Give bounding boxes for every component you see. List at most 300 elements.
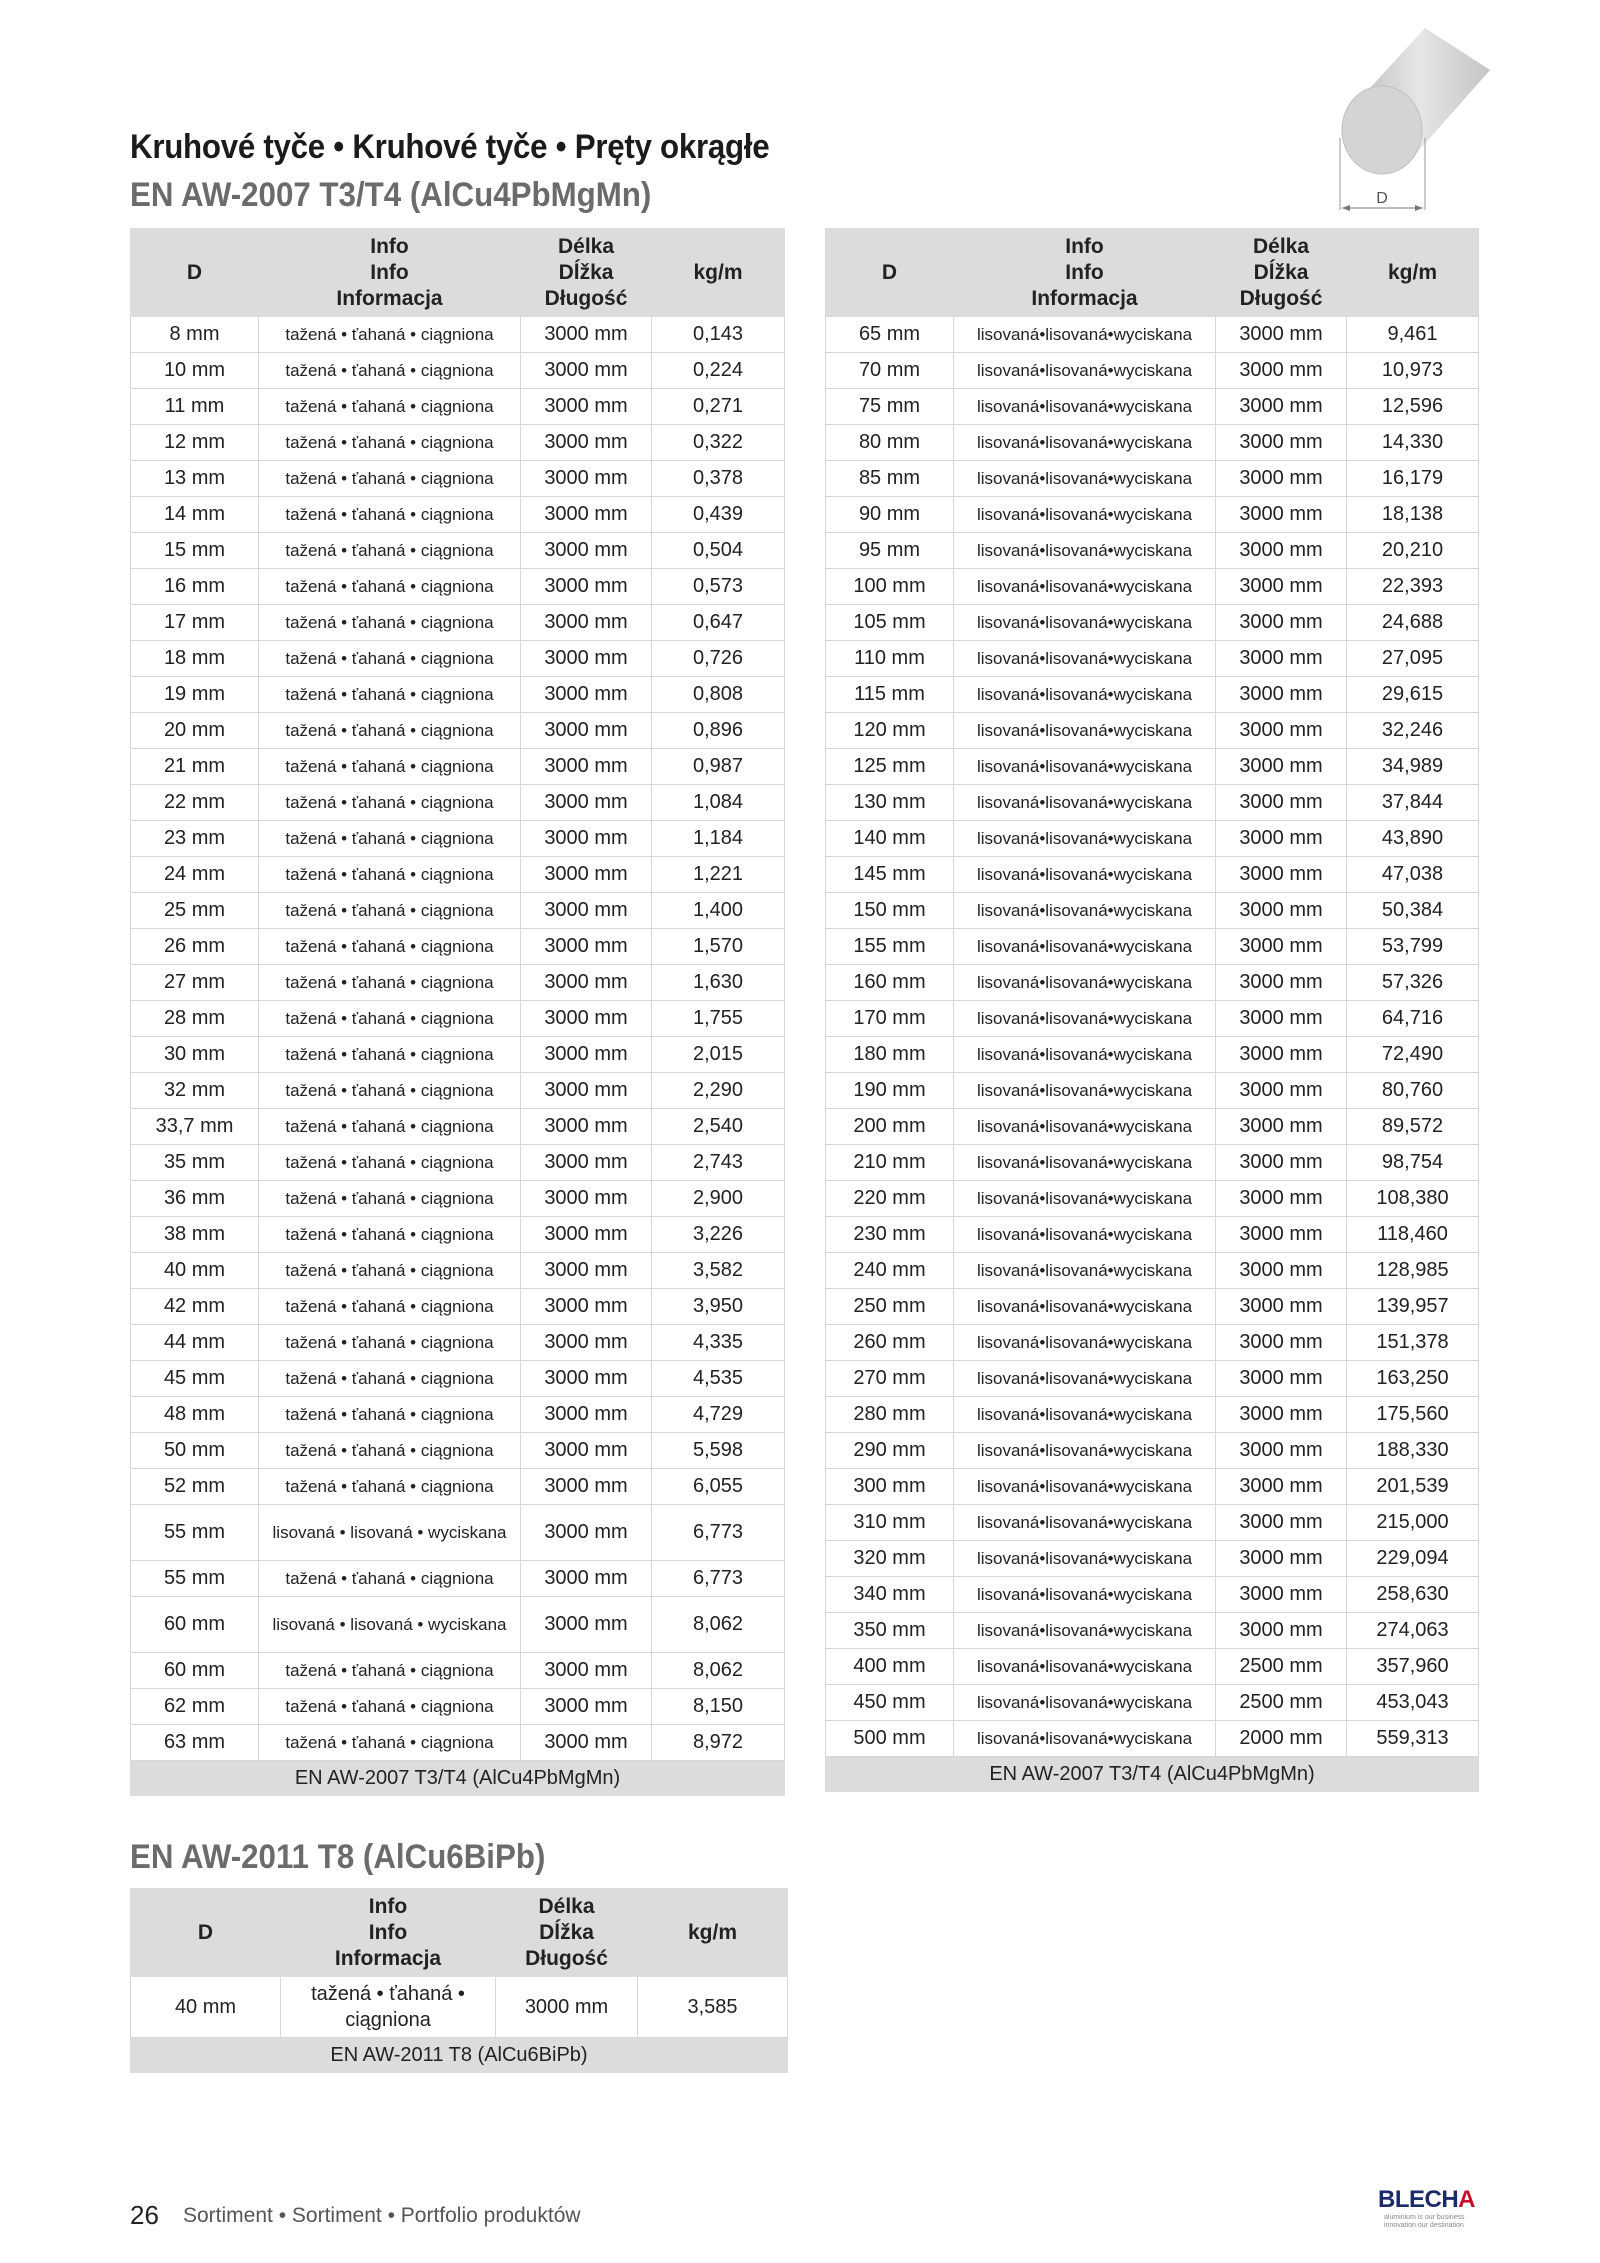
table-row — [131, 1325, 785, 1361]
table-row — [826, 1613, 1479, 1649]
cell-length: 3000 mm — [521, 353, 652, 389]
cell-info: tažená • ťahaná • ciągniona — [259, 1145, 521, 1181]
cell-length: 3000 mm — [521, 1325, 652, 1361]
cell-length: 3000 mm — [521, 1037, 652, 1073]
cell-diameter: 55 mm — [131, 1505, 259, 1561]
table-row — [826, 677, 1479, 713]
cell-info: lisovaná•lisovaná•wyciskana — [954, 425, 1216, 461]
cell-length: 3000 mm — [1216, 1253, 1347, 1289]
cell-length: 3000 mm — [521, 641, 652, 677]
cell-kg-per-m: 9,461 — [1347, 317, 1479, 353]
cell-diameter: 120 mm — [826, 713, 954, 749]
cell-info: tažená • ťahaná • ciągniona — [259, 1001, 521, 1037]
table-row — [131, 1289, 785, 1325]
table-row — [131, 605, 785, 641]
cell-diameter: 19 mm — [131, 677, 259, 713]
table-row — [131, 893, 785, 929]
cell-length: 3000 mm — [1216, 677, 1347, 713]
table-row — [131, 821, 785, 857]
cell-kg-per-m: 0,987 — [652, 749, 785, 785]
cell-kg-per-m: 453,043 — [1347, 1685, 1479, 1721]
cell-info: lisovaná•lisovaná•wyciskana — [954, 1505, 1216, 1541]
table-row — [826, 1469, 1479, 1505]
table-row — [826, 569, 1479, 605]
table-row — [131, 929, 785, 965]
cell-info: tažená • ťahaná • ciągniona — [259, 317, 521, 353]
cell-info: lisovaná•lisovaná•wyciskana — [954, 821, 1216, 857]
cell-diameter: 10 mm — [131, 353, 259, 389]
cell-length: 3000 mm — [521, 1689, 652, 1725]
table-row — [131, 1597, 785, 1653]
cell-length: 3000 mm — [521, 605, 652, 641]
table-row — [826, 1037, 1479, 1073]
cell-info: lisovaná•lisovaná•wyciskana — [954, 1001, 1216, 1037]
cell-kg-per-m: 0,647 — [652, 605, 785, 641]
cell-kg-per-m: 3,226 — [652, 1217, 785, 1253]
table-row — [131, 641, 785, 677]
cell-kg-per-m: 8,972 — [652, 1725, 785, 1761]
table-row — [131, 965, 785, 1001]
cell-kg-per-m: 0,726 — [652, 641, 785, 677]
cell-diameter: 270 mm — [826, 1361, 954, 1397]
table-row — [131, 1653, 785, 1689]
cell-length: 3000 mm — [1216, 713, 1347, 749]
cell-length: 3000 mm — [521, 677, 652, 713]
cell-kg-per-m: 8,062 — [652, 1597, 785, 1653]
cell-info: lisovaná•lisovaná•wyciskana — [954, 1325, 1216, 1361]
table-row — [131, 1217, 785, 1253]
cell-info: lisovaná•lisovaná•wyciskana — [954, 1289, 1216, 1325]
cell-info: lisovaná•lisovaná•wyciskana — [954, 677, 1216, 713]
cell-length: 3000 mm — [1216, 749, 1347, 785]
cell-length: 3000 mm — [1216, 1541, 1347, 1577]
cell-length: 3000 mm — [1216, 785, 1347, 821]
cell-info: tažená • ťahaná • ciągniona — [259, 1561, 521, 1597]
cell-kg-per-m: 357,960 — [1347, 1649, 1479, 1685]
cell-diameter: 15 mm — [131, 533, 259, 569]
cell-diameter: 60 mm — [131, 1597, 259, 1653]
cell-info: tažená • ťahaná • ciągniona — [259, 1037, 521, 1073]
cell-info: lisovaná•lisovaná•wyciskana — [954, 893, 1216, 929]
cell-info: lisovaná • lisovaná • wyciskana — [259, 1597, 521, 1653]
cell-kg-per-m: 80,760 — [1347, 1073, 1479, 1109]
table-row — [131, 317, 785, 353]
table-row — [131, 1073, 785, 1109]
header-d: D — [131, 1889, 281, 1977]
cell-kg-per-m: 12,596 — [1347, 389, 1479, 425]
table-row — [826, 1253, 1479, 1289]
cell-info: lisovaná•lisovaná•wyciskana — [954, 1145, 1216, 1181]
cell-length: 3000 mm — [1216, 1001, 1347, 1037]
cell-length: 3000 mm — [1216, 533, 1347, 569]
cell-kg-per-m: 108,380 — [1347, 1181, 1479, 1217]
cell-info: tažená • ťahaná • ciągniona — [259, 965, 521, 1001]
cell-kg-per-m: 3,585 — [638, 1977, 788, 2038]
table-row — [826, 857, 1479, 893]
cell-diameter: 20 mm — [131, 713, 259, 749]
cell-diameter: 62 mm — [131, 1689, 259, 1725]
cell-length: 3000 mm — [521, 1505, 652, 1561]
cell-info: lisovaná•lisovaná•wyciskana — [954, 1649, 1216, 1685]
cell-diameter: 170 mm — [826, 1001, 954, 1037]
cell-length: 3000 mm — [521, 317, 652, 353]
cell-diameter: 28 mm — [131, 1001, 259, 1037]
cell-length: 3000 mm — [521, 569, 652, 605]
table-row — [131, 713, 785, 749]
cell-info: tažená • ťahaná • ciągniona — [259, 389, 521, 425]
cell-info: tažená • ťahaná • ciągniona — [259, 677, 521, 713]
cell-diameter: 48 mm — [131, 1397, 259, 1433]
cell-info: lisovaná•lisovaná•wyciskana — [954, 389, 1216, 425]
cell-kg-per-m: 3,582 — [652, 1253, 785, 1289]
cell-length: 3000 mm — [521, 425, 652, 461]
cell-diameter: 12 mm — [131, 425, 259, 461]
table-row — [131, 1469, 785, 1505]
table-row — [826, 1145, 1479, 1181]
cell-info: tažená • ťahaná • ciągniona — [259, 1325, 521, 1361]
cell-kg-per-m: 98,754 — [1347, 1145, 1479, 1181]
cell-info: tažená • ťahaná • ciągniona — [259, 893, 521, 929]
cell-diameter: 44 mm — [131, 1325, 259, 1361]
table-row — [131, 677, 785, 713]
table-row — [131, 425, 785, 461]
cell-info: lisovaná•lisovaná•wyciskana — [954, 1397, 1216, 1433]
cell-info: tažená • ťahaná • ciągniona — [259, 1653, 521, 1689]
cell-info: lisovaná•lisovaná•wyciskana — [954, 713, 1216, 749]
cell-length: 3000 mm — [521, 389, 652, 425]
table-row — [131, 749, 785, 785]
cell-length: 3000 mm — [1216, 1397, 1347, 1433]
cell-kg-per-m: 20,210 — [1347, 533, 1479, 569]
cell-info: tažená • ťahaná • ciągniona — [259, 461, 521, 497]
cell-kg-per-m: 1,221 — [652, 857, 785, 893]
cell-length: 3000 mm — [521, 497, 652, 533]
table-row — [131, 389, 785, 425]
cell-diameter: 22 mm — [131, 785, 259, 821]
cell-kg-per-m: 4,335 — [652, 1325, 785, 1361]
cell-diameter: 42 mm — [131, 1289, 259, 1325]
cell-info: tažená • ťahaná • ciągniona — [259, 1253, 521, 1289]
cell-diameter: 180 mm — [826, 1037, 954, 1073]
cell-diameter: 33,7 mm — [131, 1109, 259, 1145]
cell-kg-per-m: 0,504 — [652, 533, 785, 569]
table-row — [826, 929, 1479, 965]
cell-length: 3000 mm — [521, 857, 652, 893]
table-row — [826, 641, 1479, 677]
cell-info: tažená • ťahaná • ciągniona — [259, 1469, 521, 1505]
cell-length: 3000 mm — [521, 1145, 652, 1181]
cell-diameter: 115 mm — [826, 677, 954, 713]
cell-info: lisovaná•lisovaná•wyciskana — [954, 1685, 1216, 1721]
cell-kg-per-m: 139,957 — [1347, 1289, 1479, 1325]
cell-kg-per-m: 14,330 — [1347, 425, 1479, 461]
table-row — [826, 1001, 1479, 1037]
header-length: Délka Dĺžka Długość — [496, 1889, 638, 1977]
cell-kg-per-m: 37,844 — [1347, 785, 1479, 821]
cell-length: 3000 mm — [1216, 1109, 1347, 1145]
table-row — [131, 1433, 785, 1469]
cell-info: lisovaná • lisovaná • wyciskana — [259, 1505, 521, 1561]
cell-kg-per-m: 47,038 — [1347, 857, 1479, 893]
cell-kg-per-m: 29,615 — [1347, 677, 1479, 713]
table-row — [826, 389, 1479, 425]
cell-info: lisovaná•lisovaná•wyciskana — [954, 857, 1216, 893]
cell-info: tažená • ťahaná • ciągniona — [259, 605, 521, 641]
cell-kg-per-m: 89,572 — [1347, 1109, 1479, 1145]
cell-length: 3000 mm — [521, 1725, 652, 1761]
table-row — [826, 1433, 1479, 1469]
table-row — [826, 1577, 1479, 1613]
cell-kg-per-m: 5,598 — [652, 1433, 785, 1469]
table-row — [131, 1145, 785, 1181]
page-number: 26 — [130, 2200, 159, 2230]
cell-info: lisovaná•lisovaná•wyciskana — [954, 605, 1216, 641]
cell-length: 3000 mm — [1216, 317, 1347, 353]
header-length: Délka Dĺžka Długość — [1216, 229, 1347, 317]
cell-info: lisovaná•lisovaná•wyciskana — [954, 1073, 1216, 1109]
cell-kg-per-m: 6,055 — [652, 1469, 785, 1505]
cell-info: lisovaná•lisovaná•wyciskana — [954, 1541, 1216, 1577]
cell-kg-per-m: 16,179 — [1347, 461, 1479, 497]
cell-diameter: 8 mm — [131, 317, 259, 353]
cell-diameter: 32 mm — [131, 1073, 259, 1109]
cell-info: lisovaná•lisovaná•wyciskana — [954, 1253, 1216, 1289]
cell-kg-per-m: 0,573 — [652, 569, 785, 605]
header-kgm: kg/m — [1347, 229, 1479, 317]
cell-length: 3000 mm — [521, 1109, 652, 1145]
cell-diameter: 150 mm — [826, 893, 954, 929]
cell-kg-per-m: 8,150 — [652, 1689, 785, 1725]
cell-info: lisovaná•lisovaná•wyciskana — [954, 1181, 1216, 1217]
cell-length: 3000 mm — [521, 1001, 652, 1037]
cell-length: 3000 mm — [521, 1561, 652, 1597]
cell-length: 3000 mm — [521, 1289, 652, 1325]
cell-diameter: 155 mm — [826, 929, 954, 965]
cell-kg-per-m: 27,095 — [1347, 641, 1479, 677]
cell-length: 3000 mm — [1216, 1577, 1347, 1613]
cell-length: 3000 mm — [521, 929, 652, 965]
table-row — [826, 1721, 1479, 1757]
cell-kg-per-m: 229,094 — [1347, 1541, 1479, 1577]
spec-table-2011 — [130, 1888, 788, 2073]
cell-length: 3000 mm — [521, 1361, 652, 1397]
cell-diameter: 220 mm — [826, 1181, 954, 1217]
cell-length: 3000 mm — [521, 1073, 652, 1109]
cell-info: lisovaná•lisovaná•wyciskana — [954, 641, 1216, 677]
cell-kg-per-m: 6,773 — [652, 1561, 785, 1597]
cell-length: 3000 mm — [521, 1397, 652, 1433]
table-row — [826, 1217, 1479, 1253]
cell-diameter: 190 mm — [826, 1073, 954, 1109]
table-row — [826, 461, 1479, 497]
cell-length: 2500 mm — [1216, 1649, 1347, 1685]
round-bar-illustration — [1330, 20, 1490, 220]
rod-diameter-label: D — [1376, 190, 1388, 207]
cell-length: 3000 mm — [1216, 1361, 1347, 1397]
table-row — [826, 425, 1479, 461]
cell-kg-per-m: 32,246 — [1347, 713, 1479, 749]
cell-diameter: 500 mm — [826, 1721, 954, 1757]
cell-info: tažená • ťahaná • ciągniona — [259, 1433, 521, 1469]
cell-diameter: 125 mm — [826, 749, 954, 785]
table-row — [131, 1109, 785, 1145]
table-row — [826, 1685, 1479, 1721]
cell-info: tažená • ťahaná • ciągniona — [259, 353, 521, 389]
cell-length: 3000 mm — [521, 1653, 652, 1689]
cell-diameter: 100 mm — [826, 569, 954, 605]
cell-length: 3000 mm — [1216, 389, 1347, 425]
cell-info: lisovaná•lisovaná•wyciskana — [954, 929, 1216, 965]
cell-diameter: 40 mm — [131, 1977, 281, 2038]
cell-kg-per-m: 34,989 — [1347, 749, 1479, 785]
header-d: D — [826, 229, 954, 317]
cell-length: 3000 mm — [521, 821, 652, 857]
cell-kg-per-m: 2,900 — [652, 1181, 785, 1217]
cell-diameter: 250 mm — [826, 1289, 954, 1325]
cell-kg-per-m: 2,540 — [652, 1109, 785, 1145]
cell-info: lisovaná•lisovaná•wyciskana — [954, 785, 1216, 821]
cell-length: 3000 mm — [1216, 821, 1347, 857]
table-row — [826, 1325, 1479, 1361]
header-kgm: kg/m — [638, 1889, 788, 1977]
cell-diameter: 13 mm — [131, 461, 259, 497]
cell-length: 3000 mm — [1216, 353, 1347, 389]
table-row — [131, 1505, 785, 1561]
cell-kg-per-m: 2,015 — [652, 1037, 785, 1073]
cell-length: 3000 mm — [1216, 605, 1347, 641]
cell-diameter: 50 mm — [131, 1433, 259, 1469]
cell-diameter: 63 mm — [131, 1725, 259, 1761]
spec-table-2007-left — [130, 228, 785, 1796]
cell-kg-per-m: 4,729 — [652, 1397, 785, 1433]
cell-diameter: 18 mm — [131, 641, 259, 677]
cell-length: 3000 mm — [1216, 497, 1347, 533]
cell-kg-per-m: 24,688 — [1347, 605, 1479, 641]
cell-length: 3000 mm — [1216, 1073, 1347, 1109]
table-row — [131, 1689, 785, 1725]
cell-info: tažená • ťahaná • ciągniona — [259, 569, 521, 605]
cell-kg-per-m: 0,322 — [652, 425, 785, 461]
cell-info: lisovaná•lisovaná•wyciskana — [954, 1577, 1216, 1613]
table-row — [826, 1289, 1479, 1325]
cell-diameter: 160 mm — [826, 965, 954, 1001]
cell-diameter: 230 mm — [826, 1217, 954, 1253]
cell-info: tažená • ťahaná • ciągniona — [259, 1725, 521, 1761]
cell-length: 3000 mm — [1216, 1037, 1347, 1073]
cell-length: 3000 mm — [521, 1469, 652, 1505]
table-footer: EN AW-2011 T8 (AlCu6BiPb) — [131, 2038, 788, 2073]
cell-diameter: 65 mm — [826, 317, 954, 353]
header-info: Info Info Informacja — [259, 229, 521, 317]
cell-kg-per-m: 201,539 — [1347, 1469, 1479, 1505]
table-row — [131, 1725, 785, 1761]
cell-info: tažená • ťahaná • ciągniona — [259, 713, 521, 749]
cell-kg-per-m: 0,896 — [652, 713, 785, 749]
cell-kg-per-m: 64,716 — [1347, 1001, 1479, 1037]
table-row — [131, 533, 785, 569]
cell-kg-per-m: 10,973 — [1347, 353, 1479, 389]
cell-info: lisovaná•lisovaná•wyciskana — [954, 497, 1216, 533]
page-subtitle: EN AW-2007 T3/T4 (AlCu4PbMgMn) — [130, 176, 652, 214]
table-row — [131, 1253, 785, 1289]
table-row — [131, 461, 785, 497]
table-row — [826, 785, 1479, 821]
cell-diameter: 320 mm — [826, 1541, 954, 1577]
cell-length: 3000 mm — [1216, 1325, 1347, 1361]
cell-info: tažená • ťahaná • ciągniona — [281, 1977, 496, 2038]
cell-diameter: 24 mm — [131, 857, 259, 893]
cell-diameter: 350 mm — [826, 1613, 954, 1649]
cell-kg-per-m: 1,084 — [652, 785, 785, 821]
table-row — [131, 1561, 785, 1597]
cell-diameter: 140 mm — [826, 821, 954, 857]
cell-diameter: 25 mm — [131, 893, 259, 929]
cell-diameter: 210 mm — [826, 1145, 954, 1181]
table-row — [131, 569, 785, 605]
cell-kg-per-m: 258,630 — [1347, 1577, 1479, 1613]
cell-info: lisovaná•lisovaná•wyciskana — [954, 353, 1216, 389]
table-footer: EN AW-2007 T3/T4 (AlCu4PbMgMn) — [131, 1761, 785, 1796]
cell-kg-per-m: 1,400 — [652, 893, 785, 929]
table-row — [826, 533, 1479, 569]
table-footer: EN AW-2007 T3/T4 (AlCu4PbMgMn) — [826, 1757, 1479, 1792]
table-row — [826, 1505, 1479, 1541]
cell-diameter: 110 mm — [826, 641, 954, 677]
table-row — [131, 1397, 785, 1433]
cell-length: 3000 mm — [1216, 569, 1347, 605]
table-row — [826, 605, 1479, 641]
cell-info: lisovaná•lisovaná•wyciskana — [954, 1217, 1216, 1253]
cell-kg-per-m: 2,743 — [652, 1145, 785, 1181]
cell-diameter: 145 mm — [826, 857, 954, 893]
cell-diameter: 130 mm — [826, 785, 954, 821]
cell-diameter: 80 mm — [826, 425, 954, 461]
cell-kg-per-m: 118,460 — [1347, 1217, 1479, 1253]
cell-diameter: 55 mm — [131, 1561, 259, 1597]
cell-info: lisovaná•lisovaná•wyciskana — [954, 1613, 1216, 1649]
cell-diameter: 21 mm — [131, 749, 259, 785]
cell-diameter: 300 mm — [826, 1469, 954, 1505]
cell-diameter: 310 mm — [826, 1505, 954, 1541]
table-row — [826, 1073, 1479, 1109]
cell-info: lisovaná•lisovaná•wyciskana — [954, 1037, 1216, 1073]
page-title: Kruhové tyče • Kruhové tyče • Pręty okrągłe — [130, 128, 770, 166]
cell-kg-per-m: 175,560 — [1347, 1397, 1479, 1433]
cell-length: 3000 mm — [496, 1977, 638, 2038]
table-row — [131, 1037, 785, 1073]
cell-kg-per-m: 57,326 — [1347, 965, 1479, 1001]
cell-diameter: 280 mm — [826, 1397, 954, 1433]
cell-info: tažená • ťahaná • ciągniona — [259, 497, 521, 533]
cell-kg-per-m: 274,063 — [1347, 1613, 1479, 1649]
cell-diameter: 340 mm — [826, 1577, 954, 1613]
cell-length: 3000 mm — [521, 1253, 652, 1289]
cell-info: lisovaná•lisovaná•wyciskana — [954, 1433, 1216, 1469]
cell-diameter: 14 mm — [131, 497, 259, 533]
company-logo: BLECHA aluminium is our business innovation our destination — [1378, 2186, 1476, 2229]
table-row — [826, 353, 1479, 389]
table-row — [131, 857, 785, 893]
table-row — [826, 1397, 1479, 1433]
cell-kg-per-m: 1,570 — [652, 929, 785, 965]
cell-kg-per-m: 0,143 — [652, 317, 785, 353]
cell-diameter: 90 mm — [826, 497, 954, 533]
table-row — [131, 785, 785, 821]
cell-diameter: 30 mm — [131, 1037, 259, 1073]
cell-length: 3000 mm — [1216, 1505, 1347, 1541]
cell-kg-per-m: 151,378 — [1347, 1325, 1479, 1361]
cell-info: tažená • ťahaná • ciągniona — [259, 1289, 521, 1325]
